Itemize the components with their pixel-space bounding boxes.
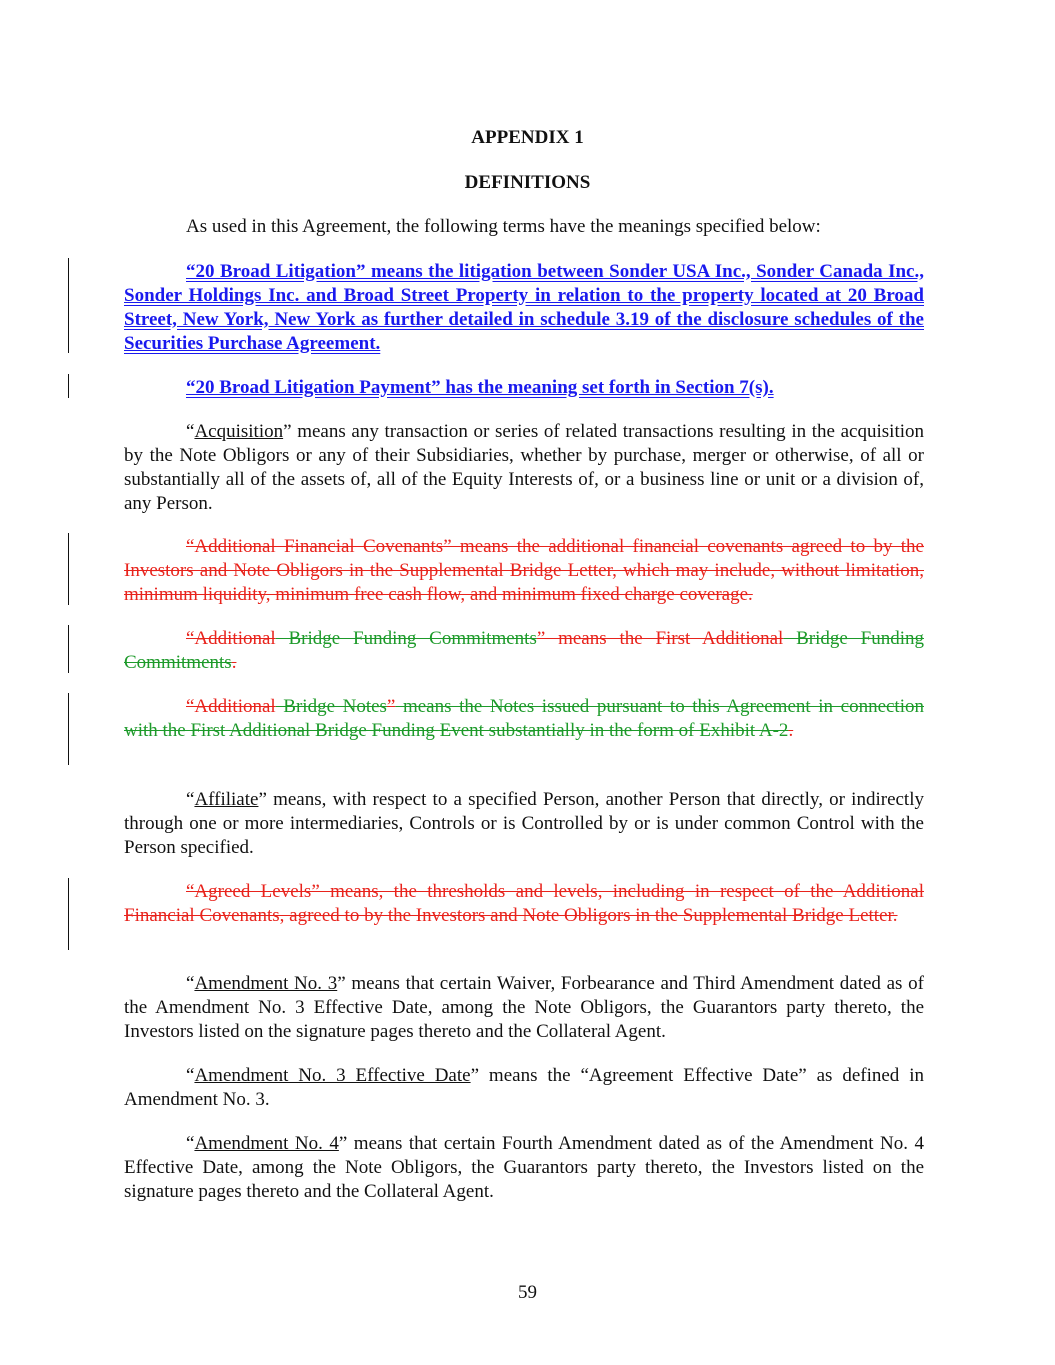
change-bar: [68, 374, 69, 398]
definition-additional-bridge-notes: [124, 695, 924, 743]
open-quote: “: [186, 1065, 195, 1086]
deleted-text: .: [231, 652, 237, 673]
change-bar: [68, 693, 69, 765]
definition-additional-bridge-funding-commitments: [124, 627, 924, 675]
deleted-text: “Additional: [186, 696, 276, 717]
definition-affiliate: [124, 788, 924, 860]
intro-paragraph: As used in this Agreement, the following terms have the meanings specified below:: [186, 216, 821, 237]
deleted-text: “Additional Financial Covenants” means the additional financial covenants agreed to by the Investors and Note Obligors in the Supplemental Bridge Letter, which may include, without limitation, minimum liquidity, minimum free cash flow, and minimum fixed charge coverage.: [124, 536, 924, 605]
open-quote: “: [186, 973, 195, 994]
page-number: 59: [518, 1282, 537, 1303]
change-bar: [68, 533, 69, 605]
deleted-text: .: [788, 720, 794, 741]
change-bar: [68, 625, 69, 673]
inserted-text: “20 Broad Litigation” means the litigation between Sonder USA Inc., Sonder Canada Inc., Sonder Holdings Inc. and Broad Street Property in relation to the property located at 20 Broad Street, New York, New York as further detailed in schedule 3.19 of the disclosure schedules of the Securities Purchase Agreement.: [124, 261, 924, 354]
defined-term: Amendment No. 3: [194, 973, 338, 994]
definition-20-broad-litigation: [124, 260, 924, 356]
definition-text: ” means, with respect to a specified Person, another Person that directly, or indirectly through one or more intermediaries, Controls or is Controlled by or is under common Control with the Person specified.: [124, 789, 924, 858]
appendix-title: APPENDIX 1: [471, 127, 584, 148]
change-bar: [68, 258, 69, 353]
definition-text: ” means that certain Waiver, Forbearance and Third Amendment dated as of the Amendment No. 3 Effective Date, among the Note Obligors, the Guarantors party thereto, the Investors listed on the signature pages thereto and the Collateral Agent.: [124, 973, 924, 1042]
defined-term: Affiliate: [194, 789, 259, 810]
definition-additional-financial-covenants: [124, 535, 924, 607]
open-quote: “: [186, 421, 195, 442]
definition-amendment-no-4: [124, 1132, 924, 1204]
definition-amendment-no-3: [124, 972, 924, 1044]
open-quote: “: [186, 1133, 195, 1154]
definitions-heading: DEFINITIONS: [464, 172, 591, 193]
defined-term: Amendment No. 3 Effective Date: [194, 1065, 471, 1086]
definition-text: ” means that certain Fourth Amendment dated as of the Amendment No. 4 Effective Date, among the Note Obligors, the Guarantors party thereto, the Investors listed on the signature pages thereto and the Collateral Agent.: [124, 1133, 924, 1202]
open-quote: “: [186, 789, 195, 810]
moved-text: Bridge Funding Commitments: [124, 628, 924, 673]
definition-20-broad-litigation-payment: [124, 376, 924, 400]
definition-amendment-no-3-effective-date: [124, 1064, 924, 1112]
deleted-text: “Additional: [186, 628, 276, 649]
change-bar: [68, 878, 69, 950]
deleted-text: ” means the First Additional: [536, 628, 784, 649]
definition-acquisition: [124, 420, 924, 516]
definition-text: ” means the “Agreement Effective Date” as defined in Amendment No. 3.: [124, 1065, 924, 1110]
moved-text: Bridge Notes: [275, 696, 387, 717]
inserted-text: “20 Broad Litigation Payment” has the meaning set forth in Section 7(s).: [186, 377, 774, 398]
defined-term: Amendment No. 4: [194, 1133, 339, 1154]
deleted-text: ”: [386, 696, 396, 717]
definition-text: ” means any transaction or series of related transactions resulting in the acquisition by the Note Obligors or any of their Subsidiaries, whether by purchase, merger or otherwise, of all or substantially all of the assets of, all of the Equity Interests of, or a business line or unit or a division of, any Person.: [124, 421, 924, 514]
moved-text: means the Notes issued pursuant to this Agreement in connection with the First Additional Bridge Funding Event substantially in the form of Exhibit A-2: [124, 696, 924, 741]
moved-text: Bridge Funding Commitments: [275, 628, 537, 649]
definition-agreed-levels: [124, 880, 924, 928]
defined-term: Acquisition: [194, 421, 284, 442]
deleted-text: “Agreed Levels” means, the thresholds and levels, including in respect of the Additional Financial Covenants, agreed to by the Investors and Note Obligors in the Supplemental Bridge Letter.: [124, 881, 924, 926]
